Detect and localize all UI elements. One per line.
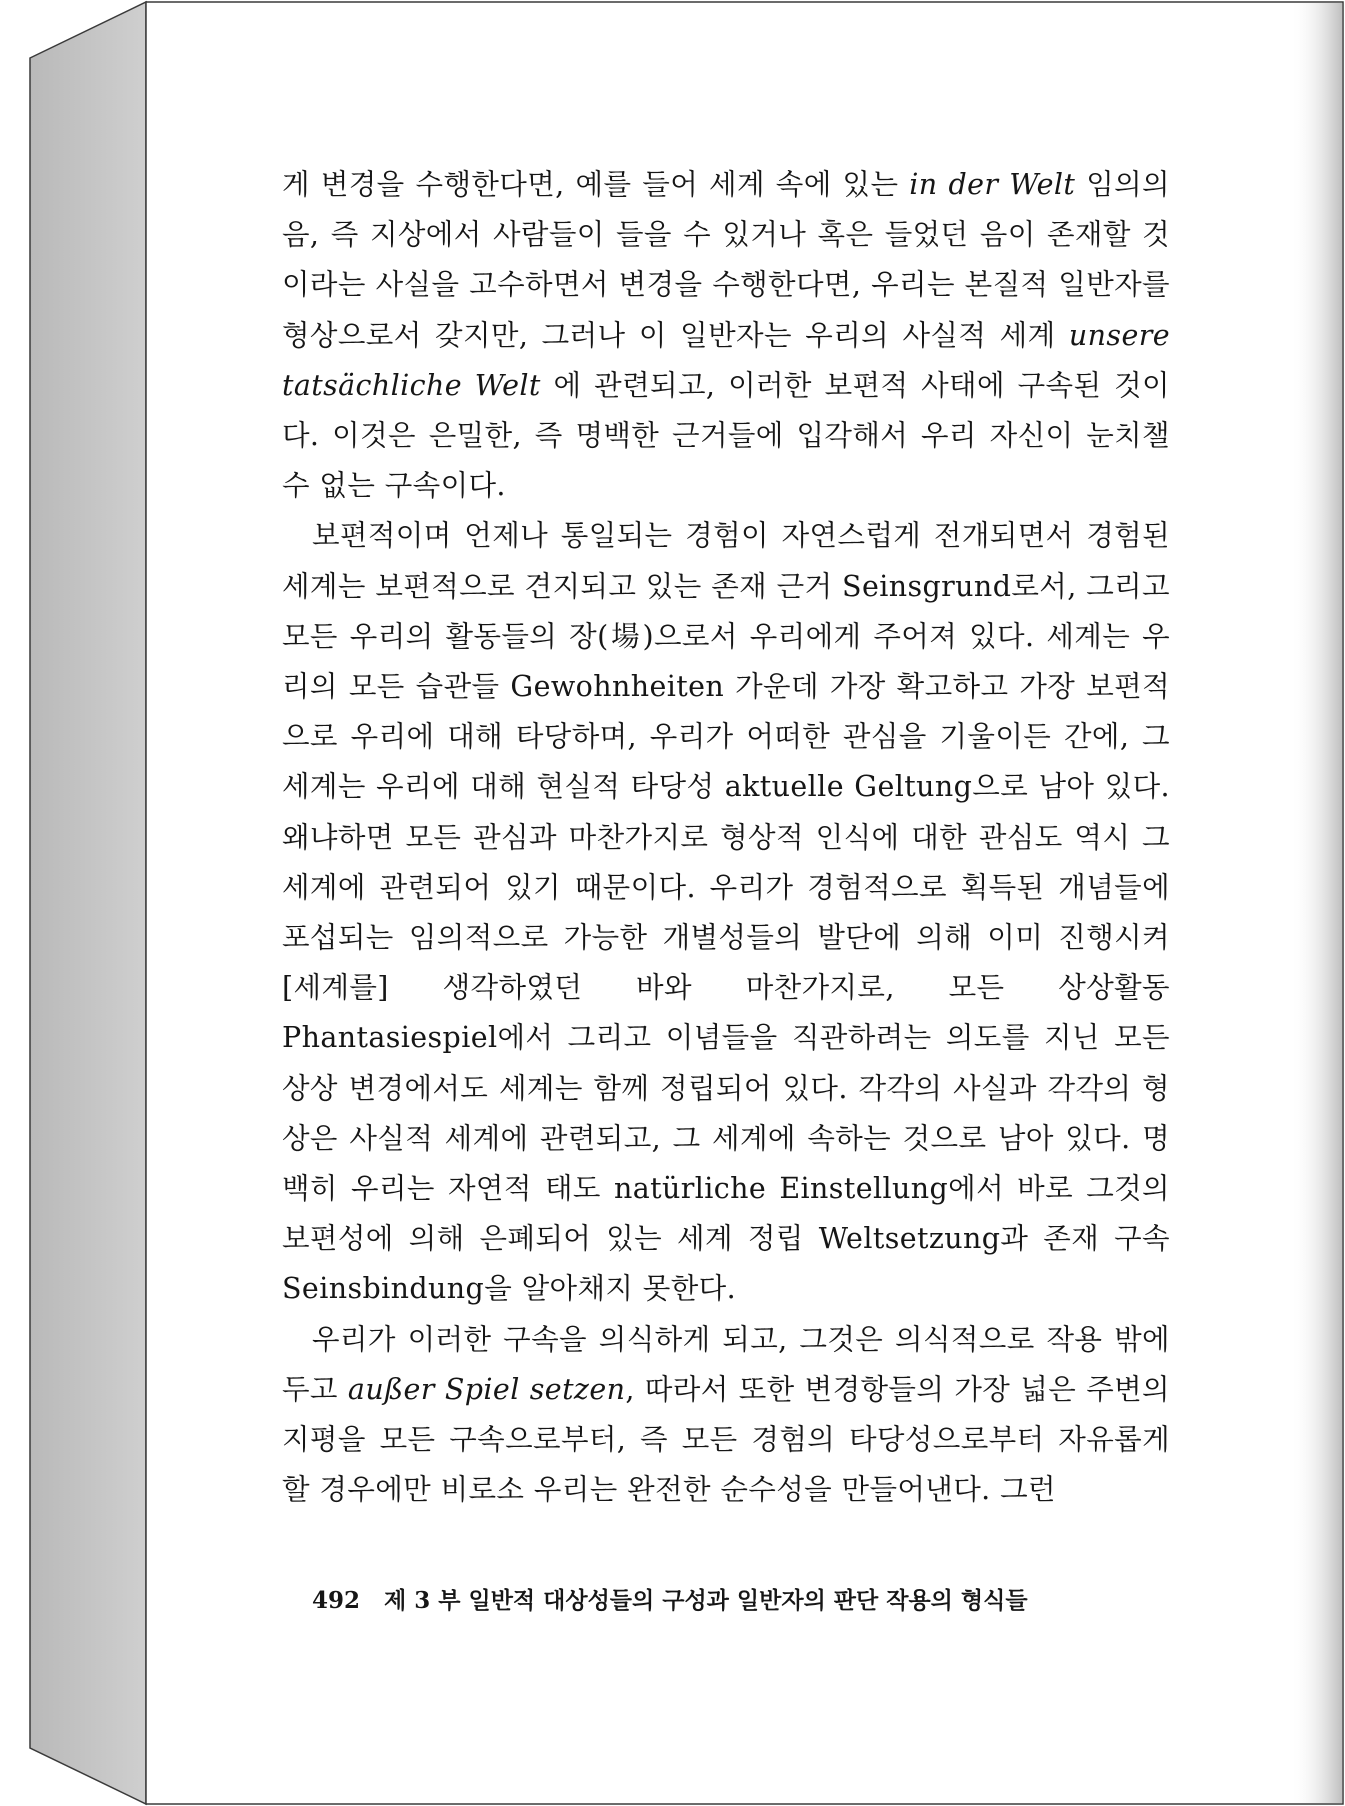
text-run: 에 관련되고, 이러한 보편적 사태에 구속된 것이다. 이것은 은밀한, 즉 명백한 근거들에 입각해서 우리 자신이 눈치챌 수 없는 구속이다. [282,368,1170,503]
text-run: 보편적이며 언제나 통일되는 경험이 자연스럽게 전개되면서 경험된 세계는 보편적으로 견지되고 있는 존재 근거 Seinsgrund로서, 그리고 모든 우리의 활동들의 장(場)으로서 우리에게 주어져 있다. 세계는 우리의 모든 습관들 Gewohnheiten 가운데 가장 확고하고 가장 보편적으로 우리에 대해 타당하며, 우리가 어떠한 관심을 기울이든 간에, 그 세계는 우리에 대해 현실적 타당성 aktuelle Geltung으로 남아 있다. 왜냐하면 모든 관심과 마찬가지로 형상적 인식에 대한 관심도 역시 그 세계에 관련되어 있기 때문이다. 우리가 경험적으로 획득된 개념들에 포섭되는 임의적으로 가능한 개별성들의 발단에 의해 이미 진행시켜 [세계를] 생각하였던 바와 마찬가지로, 모든 상상활동 Phantasiespiel에서 그리고 이념들을 직관하려는 의도를 지닌 모든 상상 변경에서도 세계는 함께 정립되어 있다. 각각의 사실과 각각의 형상은 사실적 세계에 관련되고, 그 세계에 속하는 것으로 남아 있다. 명백히 우리는 자연적 태도 natürliche Einstellung에서 바로 그것의 보편성에 의해 은폐되어 있는 세계 정립 Weltsetzung과 존재 구속 Seinsbindung을 알아채지 못한다. [282,519,1170,1306]
foreign-term: in der Welt [909,168,1076,201]
paragraph-p3 [282,1315,1170,1516]
foreign-term: außer Spiel setzen [347,1372,626,1406]
page-footer [312,1582,1028,1615]
running-head: 제 3 부 일반적 대상성들의 구성과 일반자의 판단 작용의 형식들 [384,1587,1028,1614]
paragraph-p2 [282,511,1170,1314]
book-spine [30,2,146,1804]
text-run: , 따라서 또한 변경항들의 가장 넓은 주변의 지평을 모든 구속으로부터, 즉 모든 경험의 타당성으로부터 자유롭게 할 경우에만 비로소 우리는 완전한 순수성을 만들어낸다. 그런 [282,1372,1170,1507]
text-run: 임의의 음, 즉 지상에서 사람들이 들을 수 있거나 혹은 들었던 음이 존재할 것이라는 사실을 고수하면서 변경을 수행한다면, 우리는 본질적 일반자를 형상으로서 갖지만, 그러나 이 일반자는 우리의 사실적 세계 [282,168,1170,352]
foreign-term: unsere tatsächliche Welt [282,318,1170,402]
page-body-text [282,160,1170,1515]
text-run: 게 변경을 수행한다면, 예를 들어 세계 속에 있는 [282,168,910,201]
paragraph-p1 [282,160,1170,511]
text-run: 우리가 이러한 구속을 의식하게 되고, 그것은 의식적으로 작용 밖에 두고 [282,1322,1170,1406]
page-edge-shadow [1290,3,1342,1803]
page-number: 492 [312,1587,361,1614]
